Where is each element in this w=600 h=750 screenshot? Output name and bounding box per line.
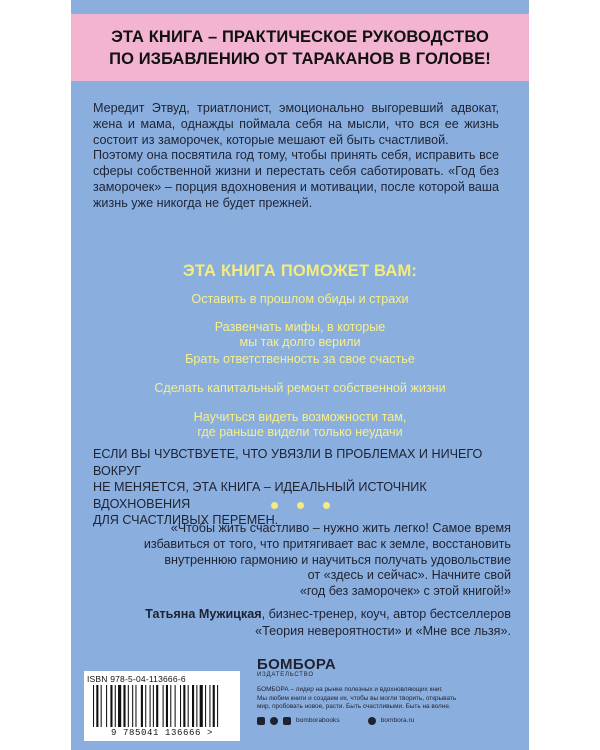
barcode-bar xyxy=(205,685,206,727)
benefit-item xyxy=(71,352,529,367)
barcode-bar xyxy=(101,685,102,727)
barcode-bar xyxy=(128,685,129,727)
isbn-label: ISBN 978-5-04-113666-6 xyxy=(87,674,186,684)
barcode-bar xyxy=(213,685,215,727)
publisher-subtitle: ИЗДАТЕЛЬСТВО xyxy=(257,672,314,678)
benefit-line: мы так долго верили xyxy=(239,335,361,349)
barcode-bar xyxy=(96,685,98,727)
barcode-icon xyxy=(93,685,231,730)
separator-dot xyxy=(271,502,278,509)
intro-paragraph: Поэтому она посвятила год тому, чтобы принять себя, исправить все сферы собственной жизни и перестать себя саботировать. «Год без заморочек» – порция вдохновения и мотивации, после которой ваша жизнь уже никогда не будет прежней. xyxy=(93,148,499,210)
benefit-item xyxy=(71,381,529,396)
globe-icon xyxy=(368,717,376,725)
barcode-bar xyxy=(110,685,112,727)
author-credentials: , бизнес-тренер, коуч, автор бестселлеров xyxy=(261,607,511,621)
isbn-barcode xyxy=(84,671,240,741)
barcode-bar xyxy=(156,685,158,727)
closing-line: НЕ МЕНЯЕТСЯ, ЭТА КНИГА – ИДЕАЛЬНЫЙ ИСТОЧНИК ВДОХНОВЕНИЯ xyxy=(93,480,427,511)
separator-dot xyxy=(323,502,330,509)
quote-attribution xyxy=(93,606,511,639)
attribution-line xyxy=(93,606,511,623)
publisher-site: bombora.ru xyxy=(380,717,415,725)
barcode-bar xyxy=(183,685,185,727)
publisher-description-line: мир, пробовать новое, расти. Быть счастливыми. Быть на волне. xyxy=(257,703,451,711)
barcode-bar xyxy=(118,685,121,727)
benefit-line: Развенчать мифы, в которые xyxy=(214,320,386,334)
benefit-line: Научиться видеть возможности там, xyxy=(193,410,407,424)
barcode-bar xyxy=(196,685,197,727)
publisher-logo: БОМБОРА xyxy=(257,656,337,673)
quote-line: внутреннюю гармонию и научиться получать удовольствие xyxy=(164,552,511,567)
barcode-bar xyxy=(209,685,210,727)
author-name: Татьяна Мужицкая xyxy=(145,607,262,621)
barcode-bar xyxy=(188,685,189,727)
barcode-bar xyxy=(180,685,181,727)
barcode-bar xyxy=(166,685,168,727)
closing-line: ДЛЯ СЧАСТЛИВЫХ ПЕРЕМЕН. xyxy=(93,513,279,527)
publisher-description xyxy=(257,686,517,712)
barcode-bar xyxy=(192,685,194,727)
benefit-line: Сделать капитальный ремонт собственной жизни xyxy=(154,381,446,395)
barcode-bar xyxy=(175,685,176,727)
barcode-bar xyxy=(200,685,203,727)
book-back-cover xyxy=(71,0,529,750)
barcode-bar xyxy=(150,685,151,727)
quote-line: «год без заморочек» с этой книгой!» xyxy=(299,584,511,599)
barcode-bar xyxy=(106,685,107,727)
barcode-bar xyxy=(170,685,171,727)
quote-line: от «здесь и сейчас». Начните свой xyxy=(307,568,511,583)
benefit-item xyxy=(71,410,529,440)
benefit-line: где раньше видели только неудачи xyxy=(197,425,403,439)
quote-line: «Чтобы жить счастливо – нужно жить легко! Самое время xyxy=(170,521,511,535)
intro-text xyxy=(93,101,499,212)
publisher-links xyxy=(257,717,517,725)
social-icon xyxy=(270,717,278,725)
publisher-description-line: БОМБОРА – лидер на рынке полезных и вдохновляющих книг. xyxy=(257,686,443,693)
barcode-bar xyxy=(163,685,164,727)
barcode-bar xyxy=(93,685,94,727)
benefit-line: Брать ответственность за свое счастье xyxy=(185,352,415,366)
banner-line: ЭТА КНИГА – ПРАКТИЧЕСКОЕ РУКОВОДСТВО xyxy=(111,27,489,46)
quote-line: избавиться от того, что притягивает вас к земле, восстановить xyxy=(143,536,511,551)
banner-line: ПО ИЗБАВЛЕНИЮ ОТ ТАРАКАНОВ В ГОЛОВЕ! xyxy=(109,49,491,68)
intro-paragraph: Мередит Этвуд, триатлонист, эмоционально выгоревший адвокат, жена и мама, однажды поймала себя на мысли, что вся ее жизнь состоит из заморочек, которые мешают ей быть счастливой. xyxy=(93,101,499,147)
barcode-bar xyxy=(123,685,125,727)
barcode-bar xyxy=(115,685,116,727)
separator-dot xyxy=(297,502,304,509)
benefit-item xyxy=(71,292,529,307)
benefit-item xyxy=(71,320,529,350)
benefits-heading: ЭТА КНИГА ПОМОЖЕТ ВАМ: xyxy=(182,262,418,280)
barcode-bar xyxy=(132,685,133,727)
social-icon xyxy=(257,717,265,725)
barcode-bar xyxy=(141,685,143,727)
headline-banner xyxy=(71,14,529,81)
testimonial-quote xyxy=(127,521,511,600)
social-icon xyxy=(283,717,291,725)
benefit-line: Оставить в прошлом обиды и страхи xyxy=(191,292,409,306)
closing-statement xyxy=(93,446,507,529)
barcode-bar xyxy=(153,685,154,727)
barcode-bar xyxy=(217,685,218,727)
barcode-digits: 9 785041 136666 > xyxy=(110,728,213,738)
publisher-block xyxy=(257,656,517,725)
publisher-description-line: Мы любим книги и создаем их, чтобы вы могли творить, открывать xyxy=(257,694,457,702)
closing-line: ЕСЛИ ВЫ ЧУВСТВУЕТЕ, ЧТО УВЯЗЛИ В ПРОБЛЕМАХ И НИЧЕГО ВОКРУГ xyxy=(93,447,483,478)
barcode-bar xyxy=(135,685,136,727)
attribution-books: «Теория невероятности» и «Мне все льзя». xyxy=(255,623,511,638)
publisher-handle: bomborabooks xyxy=(296,717,340,725)
separator-dots xyxy=(71,502,529,509)
barcode-bar xyxy=(145,685,146,727)
